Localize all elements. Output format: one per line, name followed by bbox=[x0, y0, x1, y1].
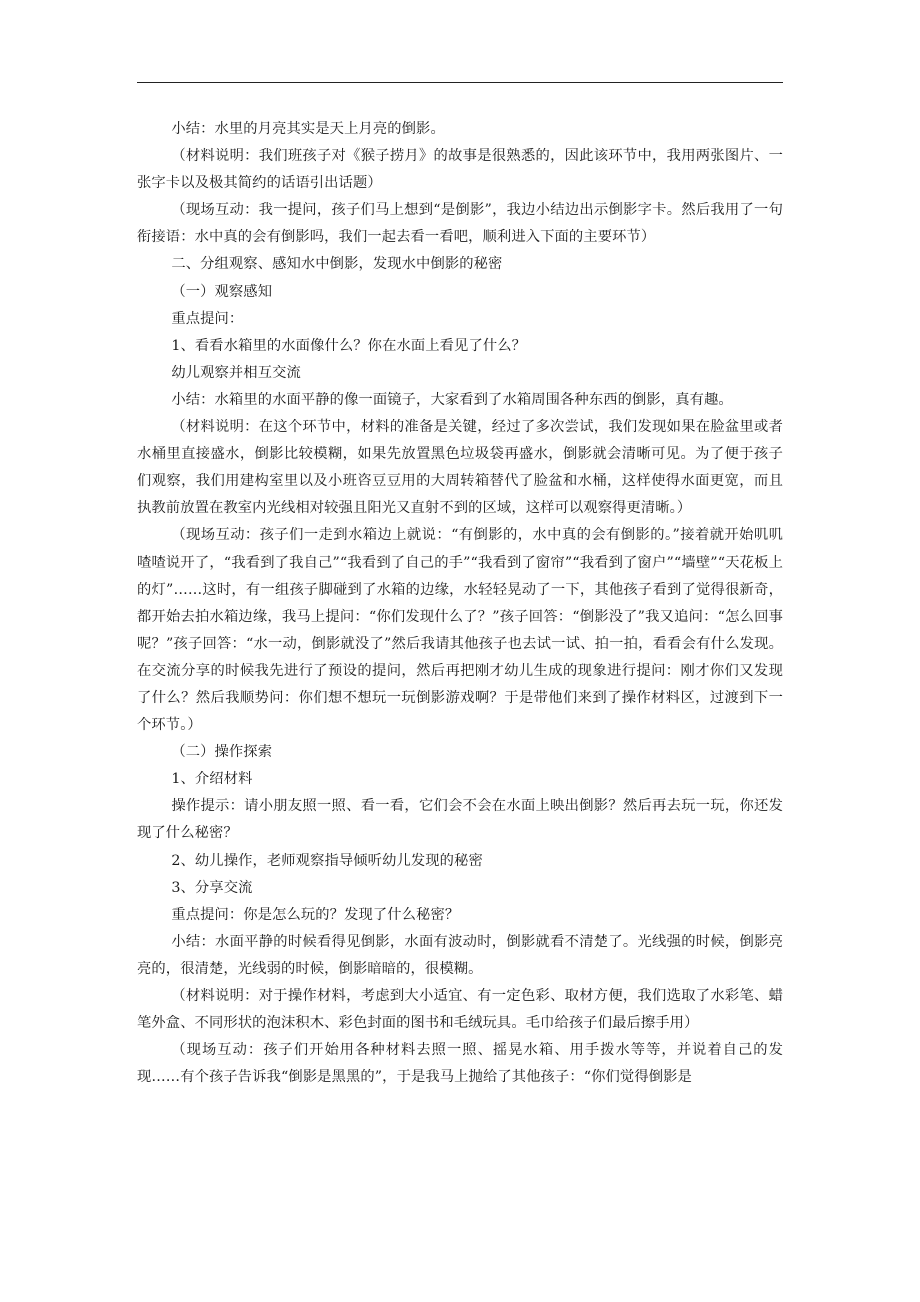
paragraph: （材料说明：我们班孩子对《猴子捞月》的故事是很熟悉的，因此该环节中，我用两张图片、一张字卡以及极其简约的话语引出话题） bbox=[137, 148, 783, 192]
paragraph: 3、分享交流 bbox=[171, 879, 253, 896]
paragraph: 幼儿观察并相互交流 bbox=[171, 364, 301, 381]
paragraph: 小结：水面平静的时候看得见倒影，水面有波动时，倒影就看不清楚了。光线强的时候，倒影亮亮的，很清楚，光线弱的时候，倒影暗暗的，很模糊。 bbox=[137, 933, 783, 977]
header-rule bbox=[137, 82, 783, 83]
paragraph: （现场互动：孩子们开始用各种材料去照一照、摇晃水箱、用手拨水等等，并说着自己的发现……有个孩子告诉我“倒影是黑黑的”，于是我马上抛给了其他孩子：“你们觉得倒影是 bbox=[137, 1042, 783, 1086]
paragraph: 2、幼儿操作，老师观察指导倾听幼儿发现的秘密 bbox=[171, 852, 483, 869]
paragraph: 1、介绍材料 bbox=[171, 771, 253, 788]
section-heading: 二、分组观察、感知水中倒影，发现水中倒影的秘密 bbox=[171, 256, 503, 273]
paragraph: （现场互动：我一提问，孩子们马上想到“是倒影”，我边小结边出示倒影字卡。然后我用了一句衔接语：水中真的会有倒影吗，我们一起去看一看吧，顺利进入下面的主要环节） bbox=[137, 202, 783, 246]
subsection-heading: （二）操作探索 bbox=[171, 744, 273, 761]
paragraph: 小结：水里的月亮其实是天上月亮的倒影。 bbox=[171, 121, 445, 137]
paragraph: 重点提问： bbox=[171, 310, 244, 327]
paragraph: 小结：水箱里的水面平静的像一面镜子，大家看到了水箱周围各种东西的倒影，真有趣。 bbox=[171, 391, 733, 408]
paragraph: （材料说明：在这个环节中，材料的准备是关键，经过了多次尝试，我们发现如果在脸盆里或者水桶里直接盛水，倒影比较模糊，如果先放置黑色垃圾袋再盛水，倒影就会清晰可见。为了便于孩子们观察，我们用建构室里以及小班咨豆豆用的大周转箱替代了脸盆和水桶，这样使得水面更宽，而且执教前放置在教室内光线相对较强且阳光又直射不到的区域，这样可以观察得更清晰。） bbox=[137, 419, 783, 517]
paragraph: （材料说明：对于操作材料，考虑到大小适宜、有一定色彩、取材方便，我们选取了水彩笔、蜡笔外盒、不同形状的泡沫积木、彩色封面的图书和毛绒玩具。毛巾给孩子们最后擦手用） bbox=[137, 988, 783, 1032]
paragraph: 重点提问：你是怎么玩的？发现了什么秘密？ bbox=[171, 906, 460, 923]
paragraph: （现场互动：孩子们一走到水箱边上就说：“有倒影的，水中真的会有倒影的。”接着就开始叽叽喳喳说开了，“我看到了我自己”“我看到了自己的手”“我看到了窗帘”“我看到了窗户”“墙壁”“天花板上的灯”……这时，有一组孩子脚碰到了水箱的边缘，水轻轻晃动了一下，其他孩子看到了觉得很新奇，都开始去拍水箱边缘，我马上提问：“你们发现什么了？”孩子回答：“倒影没了”我又追问：“怎么回事呢？”孩子回答：“水一动，倒影就没了”然后我请其他孩子也去试一试、拍一拍，看看会有什么发现。在交流分享的时候我先进行了预设的提问，然后再把刚才幼儿生成的现象进行提问：刚才你们又发现了什么？然后我顺势问：你们想不想玩一玩倒影游戏啊？于是带他们来到了操作材料区，过渡到下一个环节。） bbox=[137, 527, 783, 734]
document-body bbox=[137, 116, 783, 1091]
subsection-heading: （一）观察感知 bbox=[171, 283, 273, 300]
paragraph: 1、看看水箱里的水面像什么？你在水面上看见了什么？ bbox=[171, 337, 527, 354]
paragraph: 操作提示：请小朋友照一照、看一看，它们会不会在水面上映出倒影？然后再去玩一玩，你还发现了什么秘密？ bbox=[137, 798, 783, 842]
